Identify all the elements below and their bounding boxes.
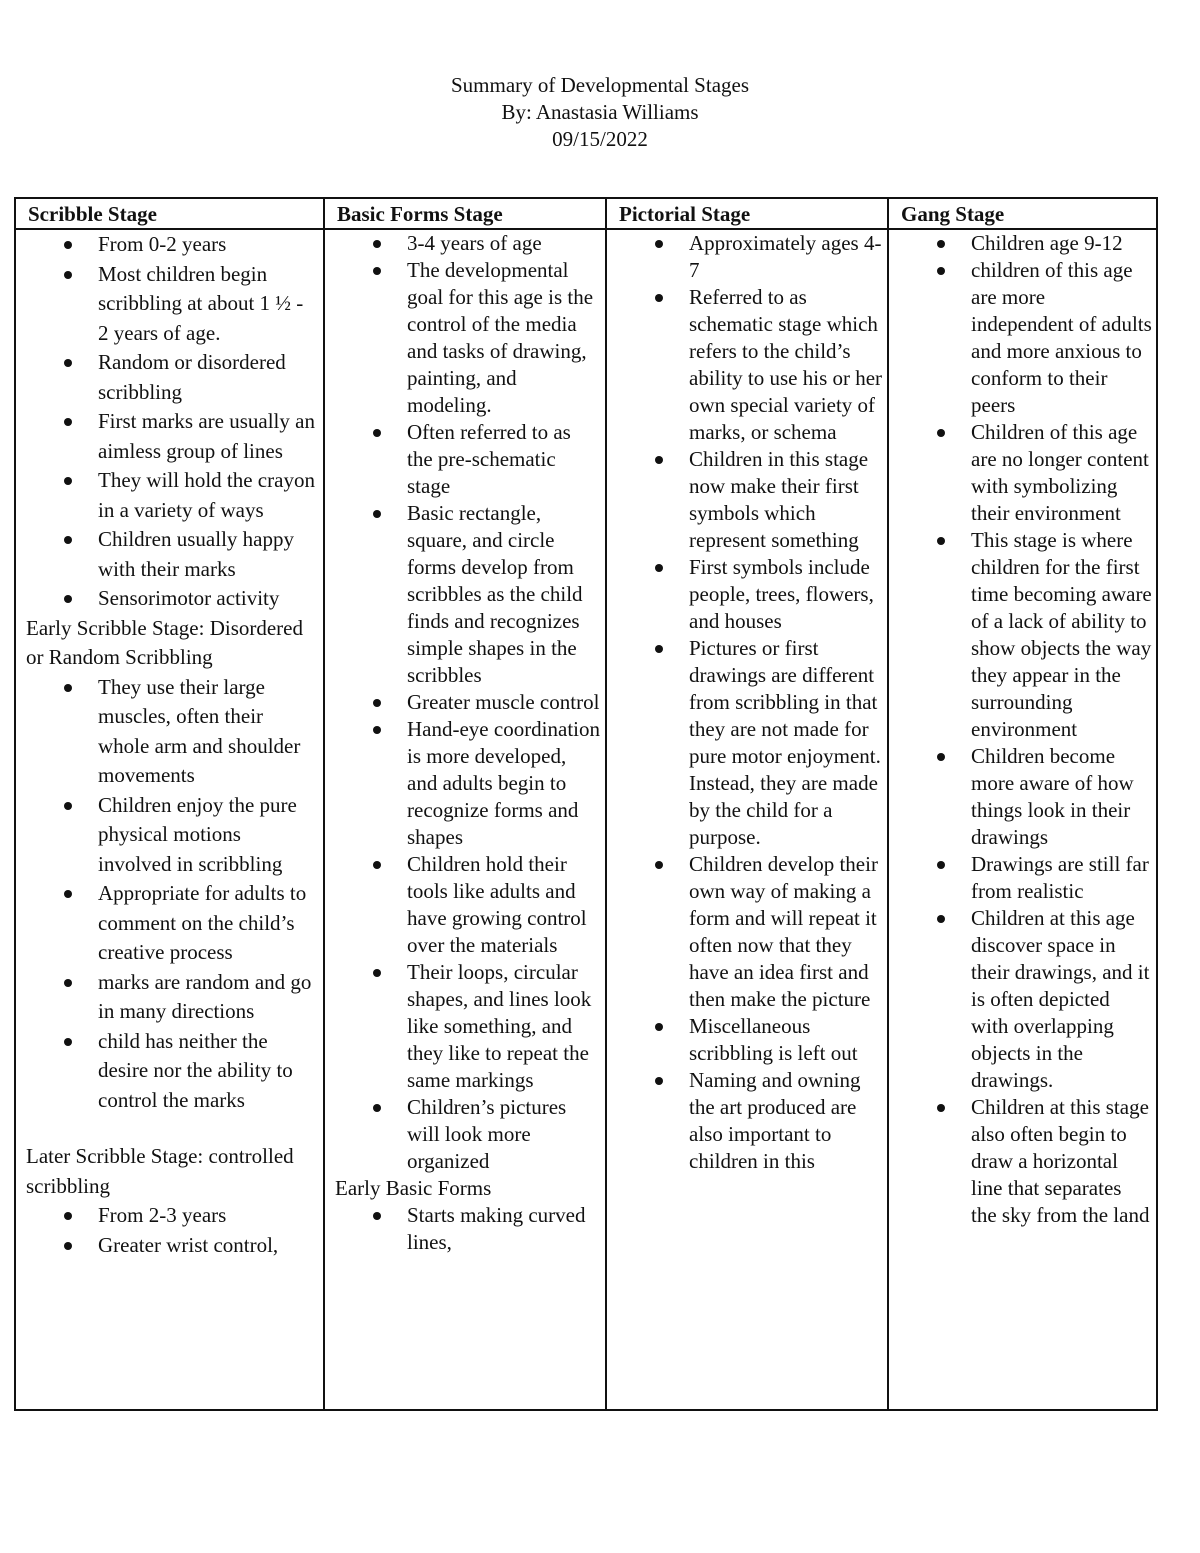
list-item [617, 446, 883, 554]
list-item-text: Hand-eye coordination is more developed, and adults begin to recognize forms and shapes [407, 717, 601, 849]
list-item [899, 851, 1152, 905]
bullet-icon [64, 802, 72, 810]
list-item [26, 1201, 319, 1231]
bullet-icon [64, 418, 72, 426]
list-item-text: Random or disordered scribbling [98, 350, 286, 404]
list-item-text: 3-4 years of age [407, 231, 542, 255]
bullet-icon [655, 456, 663, 464]
bullet-icon [373, 1104, 381, 1112]
list-item-text: They use their large muscles, often their whole arm and shoulder movements [98, 674, 301, 787]
list-item-text: children of this age are more independent of adults and more anxious to conform to their peers [971, 258, 1152, 417]
list-item-text: Miscellaneous scribbling is left out [689, 1014, 858, 1065]
list-item [26, 407, 319, 466]
list-item-text: Greater muscle control [407, 690, 600, 714]
list-item-text: Children usually happy with their marks [98, 527, 294, 581]
column-heading-gang: Gang Stage [888, 198, 1157, 229]
bullet-icon [655, 240, 663, 248]
list-item [899, 419, 1152, 527]
list-item-text: They will hold the crayon in a variety of ways [98, 468, 315, 522]
bullet-icon [937, 753, 945, 761]
list-item [335, 851, 601, 959]
table-body-row [15, 229, 1157, 1410]
column-cell-basic-forms [324, 229, 606, 1410]
document-author: By: Anastasia Williams [501, 100, 699, 124]
list-item [26, 260, 319, 349]
list-item [899, 1094, 1152, 1229]
list-item-text: child has neither the desire nor the ability to control the marks [98, 1028, 293, 1112]
list-item-text: Often referred to as the pre-schematic stage [407, 420, 571, 498]
list-item [617, 1067, 883, 1175]
list-item [26, 1231, 319, 1261]
bullet-icon [937, 240, 945, 248]
bullet-icon [655, 1023, 663, 1031]
list-item [335, 419, 601, 500]
list-item-text: Starts making curved lines, [407, 1203, 586, 1254]
list-item [26, 348, 319, 407]
column-cell-scribble [15, 229, 324, 1410]
list-item-text: Children enjoy the pure physical motions involved in scribbling [98, 792, 297, 876]
bullet-icon [937, 429, 945, 437]
bullet-icon [655, 294, 663, 302]
bullet-icon [937, 861, 945, 869]
bullet-icon [64, 595, 72, 603]
list-item-text: Children become more aware of how things look in their drawings [971, 744, 1134, 849]
bullet-icon [373, 1212, 381, 1220]
bullet-icon [373, 429, 381, 437]
bullet-icon [937, 915, 945, 923]
bullet-icon [373, 267, 381, 275]
list-item-text: Their loops, circular shapes, and lines look like something, and they like to repeat the same markings [407, 960, 592, 1092]
list-item-text: Pictures or first drawings are different from scribbling in that they are not made for pure motor enjoyment. Instead, they are made by the child for a purpose. [689, 636, 881, 849]
bullet-list [26, 673, 319, 1116]
document-date: 09/15/2022 [552, 127, 648, 151]
list-item-text: Sensorimotor activity [98, 586, 280, 610]
bullet-icon [937, 537, 945, 545]
list-item-text: Children of this age are no longer content with symbolizing their environment [971, 420, 1149, 525]
list-item-text: Children at this stage also often begin to draw a horizontal line that separates the sky from the land [971, 1095, 1150, 1227]
list-item [335, 959, 601, 1094]
list-item [617, 230, 883, 284]
list-item [899, 743, 1152, 851]
list-item-text: From 2-3 years [98, 1203, 227, 1227]
bullet-list [617, 230, 883, 1175]
list-item [335, 716, 601, 851]
list-item [899, 230, 1152, 257]
list-item-text: Basic rectangle, square, and circle forms develop from scribbles as the child finds and recognizes simple shapes in the scribbles [407, 501, 583, 687]
column-heading-basic-forms: Basic Forms Stage [324, 198, 606, 229]
list-item-text: Children hold their tools like adults and have growing control over the materials [407, 852, 587, 957]
bullet-icon [373, 969, 381, 977]
list-item-text: Appropriate for adults to comment on the child’s creative process [98, 881, 307, 964]
bullet-icon [373, 861, 381, 869]
bullet-icon [64, 241, 72, 249]
list-item-text: First symbols include people, trees, flowers, and houses [689, 555, 874, 633]
list-item [26, 230, 319, 260]
column-cell-gang [888, 229, 1157, 1410]
list-item [26, 466, 319, 525]
bullet-icon [373, 726, 381, 734]
spacer [26, 1115, 319, 1142]
list-item-text: Naming and owning the art produced are also important to children in this [689, 1068, 861, 1173]
stages-table [14, 197, 1158, 1411]
bullet-icon [655, 1077, 663, 1085]
list-item-text: Children develop their own way of making a form and will repeat it often now that they have an idea first and then make the picture [689, 852, 878, 1011]
column-cell-pictorial [606, 229, 888, 1410]
list-item [26, 584, 319, 614]
bullet-icon [64, 1242, 72, 1250]
bullet-list [335, 1202, 601, 1256]
list-item-text: This stage is where children for the first time becoming aware of a lack of ability to show objects the way they appear in the surrounding environment [971, 528, 1152, 741]
bullet-icon [373, 240, 381, 248]
list-item-text: First marks are usually an aimless group of lines [98, 409, 315, 463]
list-item-text: Children’s pictures will look more organized [407, 1095, 567, 1173]
bullet-icon [64, 536, 72, 544]
bullet-icon [64, 477, 72, 485]
bullet-icon [655, 861, 663, 869]
bullet-icon [64, 979, 72, 987]
list-item [899, 257, 1152, 419]
list-item [26, 968, 319, 1027]
column-heading-scribble: Scribble Stage [15, 198, 324, 229]
list-item-text: The developmental goal for this age is the control of the media and tasks of drawing, painting, and modeling. [407, 258, 594, 417]
bullet-list [26, 230, 319, 614]
list-item-text: Children at this age discover space in their drawings, and it is often depicted with overlapping objects in the drawings. [971, 906, 1150, 1092]
bullet-icon [655, 645, 663, 653]
bullet-list [26, 1201, 319, 1260]
list-item [617, 284, 883, 446]
document-title: Summary of Developmental Stages [450, 73, 750, 97]
list-item [26, 673, 319, 791]
list-item [335, 257, 601, 419]
section-subheading: Later Scribble Stage: controlled scribbling [26, 1144, 294, 1198]
list-item-text: Children age 9-12 [971, 231, 1123, 255]
list-item [617, 851, 883, 1013]
list-item [899, 527, 1152, 743]
bullet-icon [64, 684, 72, 692]
bullet-icon [64, 1212, 72, 1220]
list-item-text: From 0-2 years [98, 232, 227, 256]
list-item [335, 689, 601, 716]
list-item [617, 1013, 883, 1067]
section-subheading: Early Basic Forms [335, 1176, 492, 1200]
bullet-icon [937, 267, 945, 275]
document-header [0, 72, 1200, 153]
column-heading-pictorial: Pictorial Stage [606, 198, 888, 229]
list-item [26, 791, 319, 880]
list-item [26, 525, 319, 584]
list-item [335, 500, 601, 689]
list-item [335, 1094, 601, 1175]
bullet-icon [373, 510, 381, 518]
list-item-text: marks are random and go in many directions [98, 969, 312, 1023]
table-header-row [15, 198, 1157, 229]
bullet-icon [373, 699, 381, 707]
list-item-text: Drawings are still far from realistic [971, 852, 1149, 903]
list-item [335, 230, 601, 257]
list-item [617, 635, 883, 851]
bullet-icon [64, 359, 72, 367]
section-subheading: Early Scribble Stage: Disordered or Random Scribbling [26, 615, 303, 669]
bullet-list [899, 230, 1152, 1229]
list-item [617, 554, 883, 635]
bullet-icon [937, 1104, 945, 1112]
list-item-text: Referred to as schematic stage which refers to the child’s ability to use his or her own special variety of marks, or schema [689, 285, 883, 444]
list-item [335, 1202, 601, 1256]
bullet-list [335, 230, 601, 1175]
list-item-text: Children in this stage now make their first symbols which represent something [689, 447, 869, 552]
bullet-icon [64, 271, 72, 279]
list-item-text: Approximately ages 4-7 [689, 231, 882, 282]
bullet-icon [655, 564, 663, 572]
list-item-text: Most children begin scribbling at about 1 ½ - 2 years of age. [98, 261, 304, 345]
bullet-icon [64, 890, 72, 898]
bullet-icon [64, 1038, 72, 1046]
list-item-text: Greater wrist control, [98, 1232, 279, 1257]
list-item [899, 905, 1152, 1094]
list-item [26, 1027, 319, 1116]
list-item [26, 879, 319, 968]
